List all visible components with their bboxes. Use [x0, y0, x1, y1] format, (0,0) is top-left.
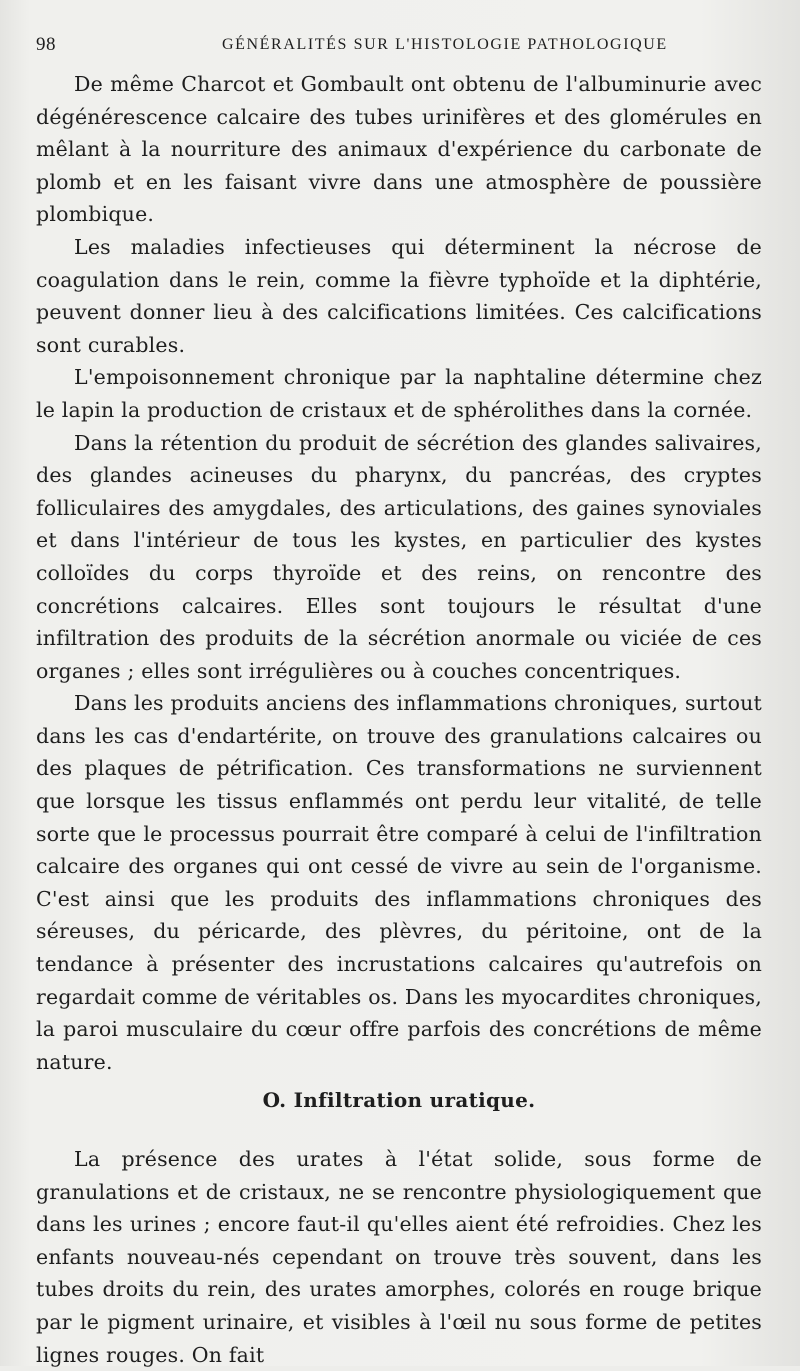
- page-header: [36, 34, 768, 58]
- section-body: [36, 1143, 762, 1371]
- paragraph: La présence des urates à l'état solide, sous forme de granulations et de cristaux, ne se rencontre physiologiquement que dans les urines ; encore faut-il qu'elles aient été refroidies. Chez les enfants nouveau-nés cependant on trouve très souvent, dans les tubes droits du rein, des urates amorphes, colorés en rouge brique par le pigment urinaire, et visibles à l'œil nu sous forme de petites lignes rouges. On fait: [36, 1147, 762, 1367]
- page-number: 98: [36, 34, 56, 55]
- paragraph: L'empoisonnement chronique par la naphtaline détermine chez le lapin la production de cristaux et de sphérolithes dans la cornée.: [36, 365, 762, 422]
- paragraph: Dans les produits anciens des inflammations chroniques, surtout dans les cas d'endartérite, on trouve des granulations calcaires ou des plaques de pétrification. Ces transformations ne surviennent que lorsque les tissus enflammés ont perdu leur vitalité, de telle sorte que le processus pourrait être comparé à celui de l'infiltration calcaire des organes qui ont cessé de vivre au sein de l'organisme. C'est ainsi que les produits des inflammations chroniques des séreuses, du péricarde, des plèvres, du péritoine, ont de la tendance à présenter des incrustations calcaires qu'autrefois on regardait comme de véritables os. Dans les myocardites chroniques, la paroi musculaire du cœur offre parfois des concrétions de même nature.: [36, 691, 762, 1074]
- running-title: GÉNÉRALITÉS SUR L'HISTOLOGIE PATHOLOGIQUE: [222, 36, 668, 53]
- paragraph: De même Charcot et Gombault ont obtenu de l'albuminurie avec dégénérescence calcaire des tubes urinifères et des glomérules en mêlant à la nourriture des animaux d'expérience du carbonate de plomb et en les faisant vivre dans une atmosphère de poussière plombique.: [36, 72, 762, 227]
- paragraph: Dans la rétention du produit de sécrétion des glandes salivaires, des glandes acineuses du pharynx, du pancréas, des cryptes folliculaires des amygdales, des articulations, des gaines synoviales et dans l'intérieur de tous les kystes, en particulier des kystes colloïdes du corps thyroïde et des reins, on rencontre des concrétions calcaires. Elles sont toujours le résultat d'une infiltration des produits de la sécrétion anormale ou viciée de ces organes ; elles sont irrégulières ou à couches concentriques.: [36, 430, 762, 683]
- body-text: [36, 68, 762, 1078]
- section-title: O. Infiltration uratique.: [262, 1088, 536, 1112]
- paragraph: Les maladies infectieuses qui déterminent la nécrose de coagulation dans le rein, comme la fièvre typhoïde et la diphtérie, peuvent donner lieu à des calcifications limitées. Ces calcifications sont curables.: [36, 234, 762, 357]
